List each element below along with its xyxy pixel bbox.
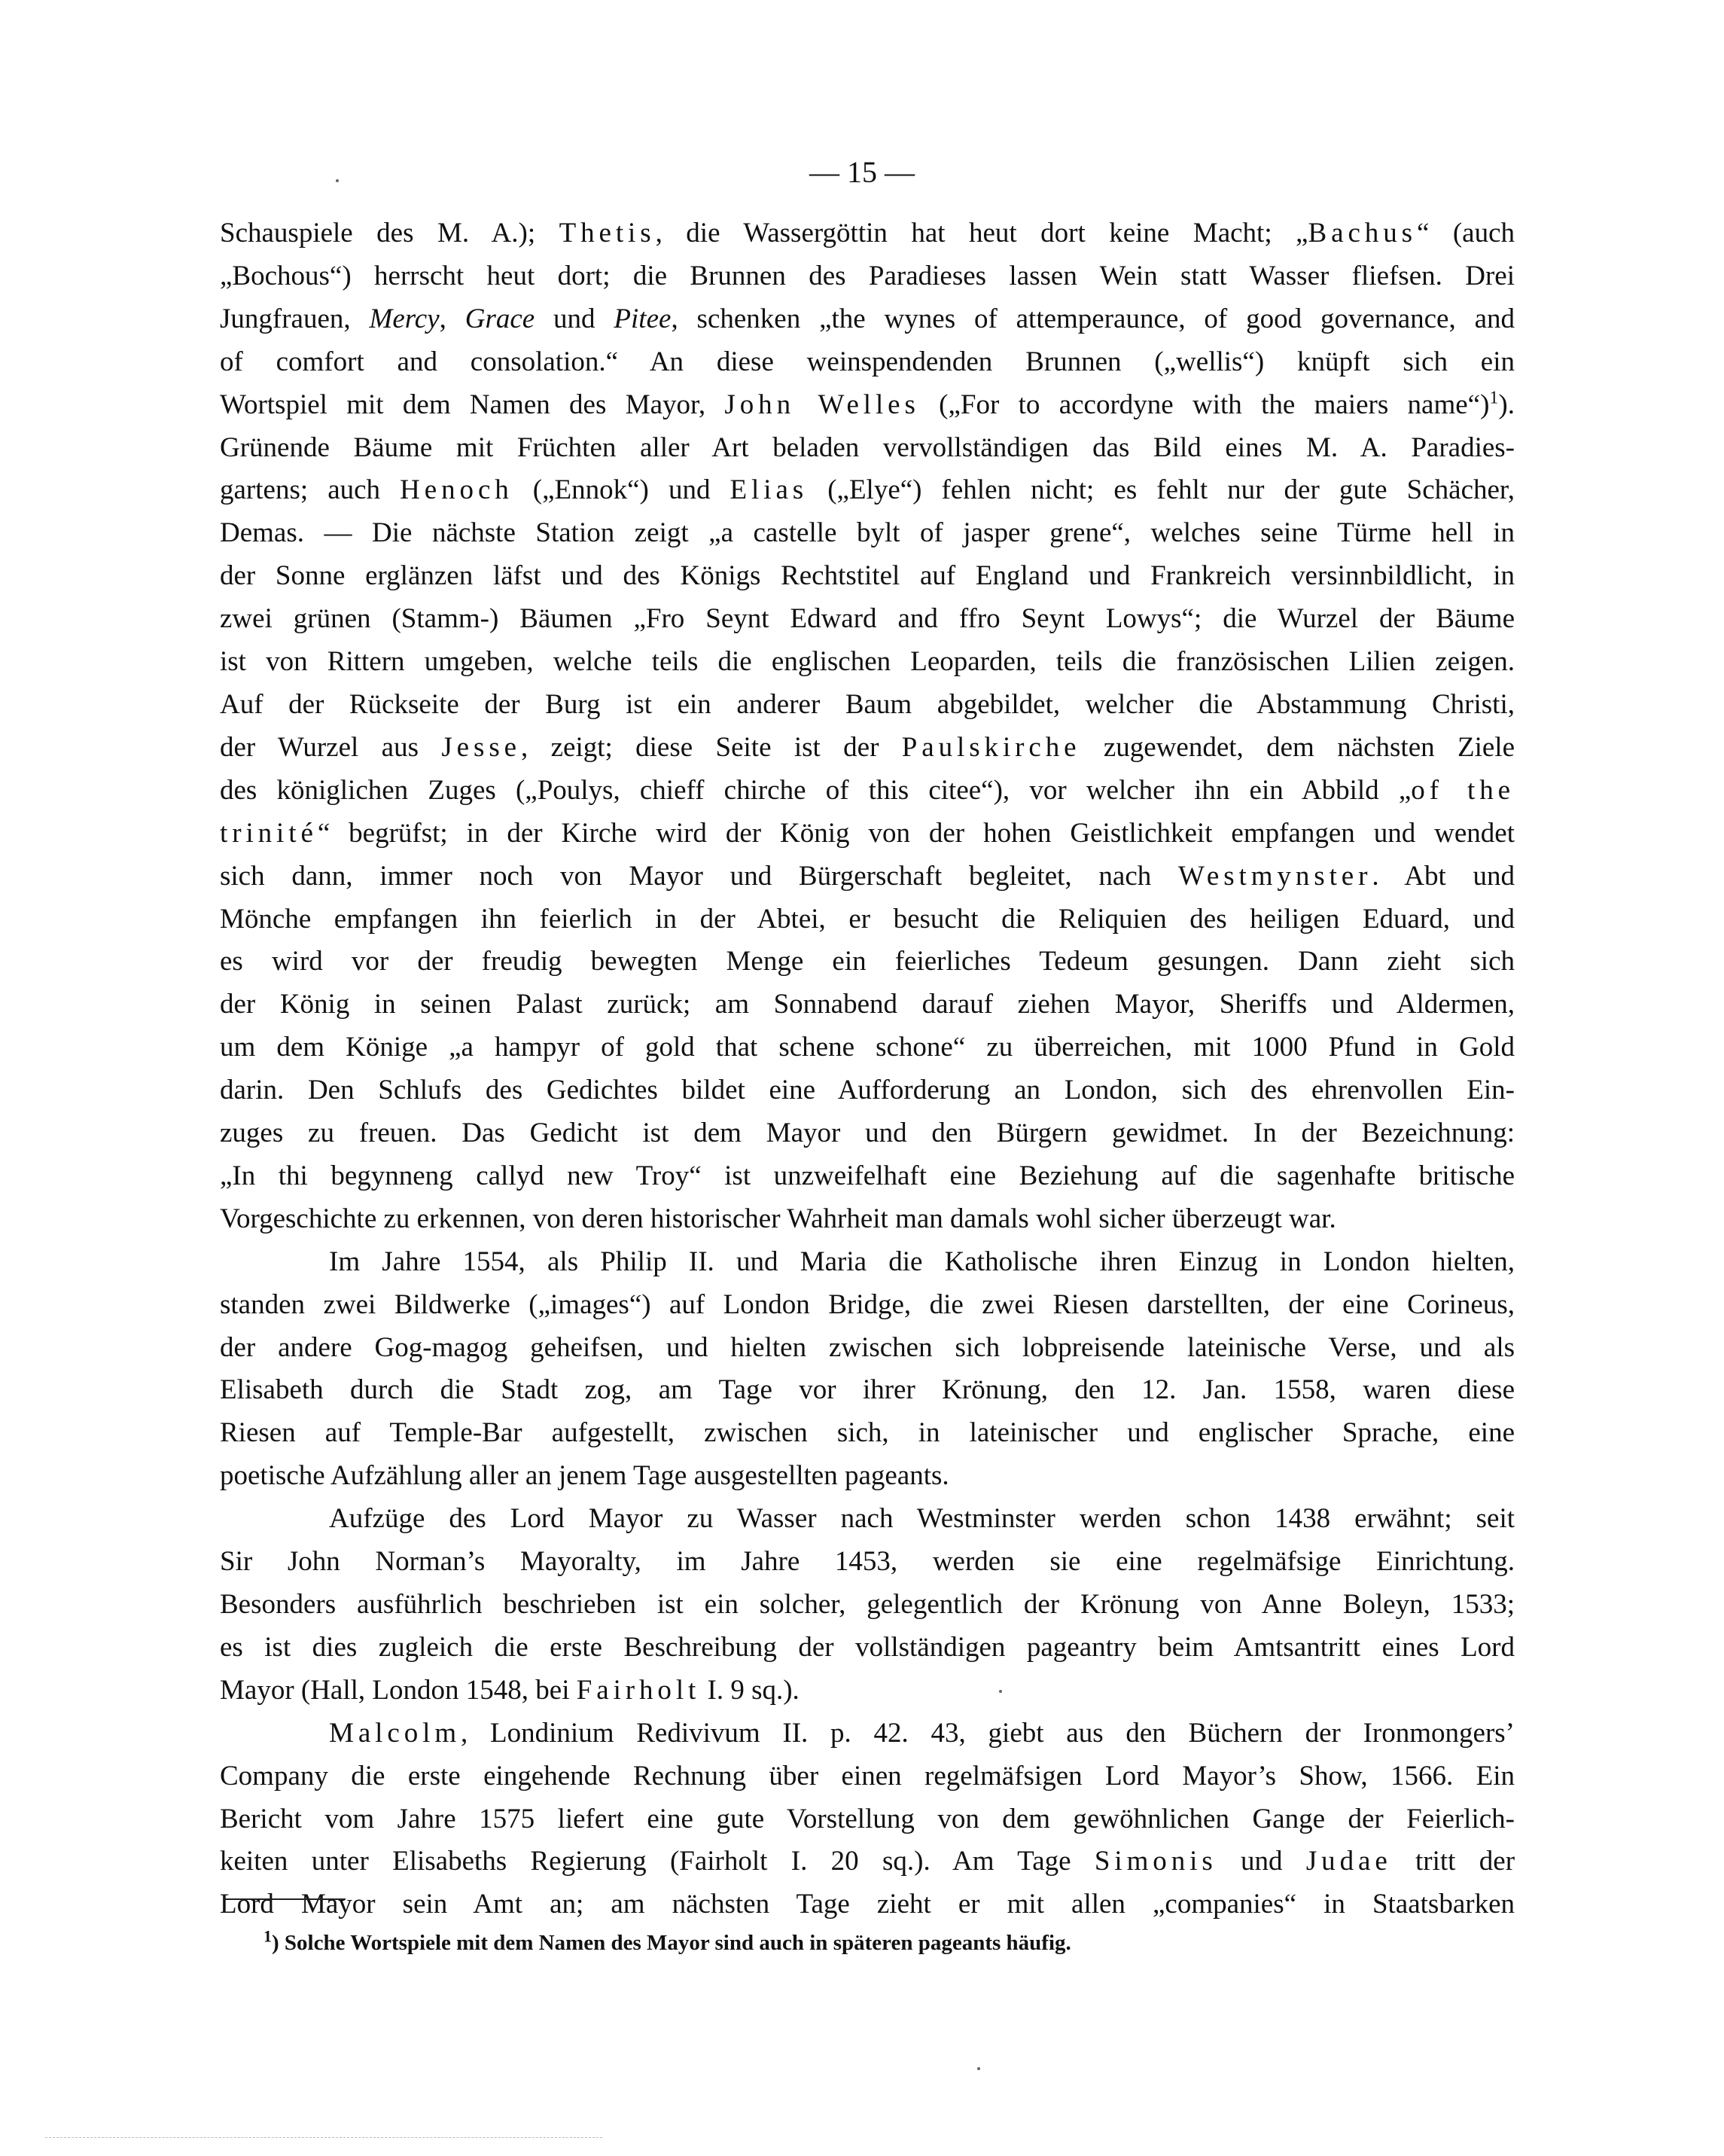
text-run: tritt der (1391, 1846, 1515, 1877)
text-run: und (535, 303, 614, 334)
text-run: Mönche empfangen ihn feierlich in der Abtei, er besucht die Reliquien des heiligen Eduard, und (220, 903, 1515, 935)
text-line (220, 1198, 1515, 1241)
text-run: Vorgeschichte zu erkennen, von deren historischer Wahrheit man damals wohl sicher überzeugt war. (220, 1203, 1336, 1234)
spaced-name: trinité (220, 817, 318, 849)
text-run: der Sonne erglänzen läfst und des Königs Rechtstitel auf England und Frankreich versinnbildlicht, in (220, 560, 1515, 592)
text-line (220, 1712, 1515, 1755)
text-line (220, 1883, 1515, 1926)
text-line (220, 813, 1515, 855)
text-line (220, 770, 1515, 813)
text-run: „Bochous“) herrscht heut dort; die Brunnen des Paradieses lassen Wein statt Wasser fliefsen. Drei (220, 260, 1515, 291)
text-run: “ begrüfst; in der Kirche wird der König von der hohen Geistlichkeit empfangen und wendet (317, 817, 1515, 849)
body-text (220, 212, 1515, 1926)
text-line (220, 1155, 1515, 1198)
text-run: , die Wassergöttin hat heut dort keine Macht; „ (655, 218, 1308, 249)
text-run: Mercy (369, 303, 440, 334)
text-line (220, 1798, 1515, 1841)
text-run: Lord Mayor sein Amt an; am nächsten Tage zieht er mit allen „companies“ in Staatsbarken (220, 1889, 1515, 1920)
text-run: Auf der Rückseite der Burg ist ein anderer Baum abgebildet, welcher die Abstammung Christi, (220, 688, 1515, 720)
text-line (220, 1369, 1515, 1412)
text-line (220, 1412, 1515, 1455)
text-run: , (439, 303, 465, 334)
spaced-name: Thetis (559, 218, 656, 249)
text-line (220, 1627, 1515, 1670)
text-run: , zeigt; diese Seite ist der (521, 731, 902, 763)
text-run: es ist dies zugleich die erste Beschreibung der vollständigen pageantry beim Amtsantritt eines Lord (220, 1631, 1515, 1663)
spaced-name: Judae (1305, 1846, 1392, 1877)
text-run: Wortspiel mit dem Namen des Mayor, (220, 389, 725, 420)
scan-speck (977, 2067, 980, 2070)
footnote-text: ) Solche Wortspiele mit dem Namen des Mayor sind auch in späteren pageants häufig. (272, 1931, 1071, 1955)
text-line (220, 1455, 1515, 1498)
text-run: ist von Rittern umgeben, welche teils die englischen Leoparden, teils die französischen Lilien zeigen. (220, 646, 1515, 678)
text-line (220, 1241, 1515, 1284)
text-line (220, 1284, 1515, 1327)
text-run: zwei grünen (Stamm-) Bäumen „Fro Seynt Edward and ffro Seynt Lowys“; die Wurzel der Bäume (220, 603, 1515, 635)
spaced-name: of the (1411, 774, 1515, 806)
text-run: Grace (465, 303, 535, 334)
text-line (220, 384, 1515, 427)
text-run: Mayor (Hall, London 1548, bei (220, 1674, 577, 1706)
footnote-reference: 1 (1489, 388, 1499, 408)
text-run: Im Jahre 1554, als Philip II. und Maria die Katholische ihren Einzug in London hielten, (329, 1246, 1515, 1277)
text-run: Bericht vom Jahre 1575 liefert eine gute Vorstellung von dem gewöhnlichen Gange der Feierlich- (220, 1803, 1515, 1834)
text-run: zugewendet, dem nächsten Ziele (1080, 731, 1515, 763)
text-run: der Wurzel aus (220, 731, 442, 763)
text-run: Grünende Bäume mit Früchten aller Art beladen vervollständigen das Bild eines M. A. Paradies- (220, 432, 1515, 463)
spaced-name: Bachus (1308, 218, 1417, 249)
spaced-name: Henoch (400, 474, 513, 506)
text-line (220, 555, 1515, 598)
text-line (220, 941, 1515, 983)
page-number: — 15 — (809, 155, 915, 189)
text-line (220, 1541, 1515, 1584)
text-run: („Ennok“) und (513, 474, 730, 506)
text-run: Besonders ausführlich beschrieben ist ein solcher, gelegentlich der Krönung von Anne Boleyn, 1533; (220, 1589, 1515, 1620)
text-line (220, 1069, 1515, 1112)
text-run: und (1217, 1846, 1306, 1877)
text-run: darin. Den Schlufs des Gedichtes bildet eine Aufforderung an London, sich des ehrenvollen Ein- (220, 1075, 1515, 1106)
text-line (220, 512, 1515, 555)
text-run: of comfort and consolation.“ An diese weinspendenden Brunnen („wellis“) knüpft sich ein (220, 346, 1515, 377)
text-line (220, 469, 1515, 512)
text-line (220, 641, 1515, 684)
text-run: um dem Könige „a hampyr of gold that schene schone“ zu überreichen, mit 1000 Pfund in Gold (220, 1032, 1515, 1063)
footnote (263, 1928, 1543, 1958)
text-line (220, 341, 1515, 384)
spaced-name: Westmynster (1177, 860, 1372, 892)
spaced-name: John Welles (724, 389, 920, 420)
text-run: sich dann, immer noch von Mayor und Bürgerschaft begleitet, nach (220, 860, 1178, 892)
text-line (220, 1670, 1515, 1712)
text-run: Sir John Norman’s Mayoralty, im Jahre 1453, werden sie eine regelmäfsige Einrichtung. (220, 1546, 1515, 1578)
text-line (220, 727, 1515, 770)
text-line (220, 855, 1515, 898)
text-line (220, 1755, 1515, 1798)
text-line (220, 427, 1515, 470)
text-line (220, 1498, 1515, 1541)
spaced-name: Jesse (441, 731, 521, 763)
text-line (220, 255, 1515, 298)
spaced-name: Elias (730, 474, 809, 506)
footnote-rule (224, 1898, 346, 1900)
spaced-name: Simonis (1094, 1846, 1217, 1877)
text-run: zuges zu freuen. Das Gedicht ist dem Mayor und den Bürgern gewidmet. In der Bezeichnung: (220, 1118, 1515, 1149)
text-run: Riesen auf Temple-Bar aufgestellt, zwischen sich, in lateinischer und englischer Sprache, eine (220, 1417, 1515, 1449)
text-run: Elisabeth durch die Stadt zog, am Tage vor ihrer Krönung, den 12. Jan. 1558, waren diese (220, 1374, 1515, 1406)
text-line (220, 1840, 1515, 1883)
text-run: Aufzüge des Lord Mayor zu Wasser nach Westminster werden schon 1438 erwähnt; seit (329, 1503, 1515, 1535)
text-line (220, 983, 1515, 1026)
text-run: des königlichen Zuges („Poulys, chieff chirche of this citee“), vor welcher ihn ein Abbild „ (220, 774, 1412, 806)
scan-edge-noise (45, 2137, 602, 2138)
text-run: Schauspiele des M. A.); (220, 218, 559, 249)
text-run: standen zwei Bildwerke („images“) auf London Bridge, die zwei Riesen darstellten, der eine Corineus, (220, 1288, 1515, 1320)
text-line (220, 1327, 1515, 1370)
text-run: („For to accordyne with the maiers name“) (919, 389, 1490, 420)
scan-speck (999, 1690, 1002, 1693)
text-run: der andere Gog-magog geheifsen, und hielten zwischen sich lobpreisende lateinische Verse, und als (220, 1331, 1515, 1363)
spaced-name: Malcolm (329, 1717, 461, 1749)
text-run: Jungfrauen, (220, 303, 370, 334)
text-run: der König in seinen Palast zurück; am Sonnabend darauf ziehen Mayor, Sheriffs und Aldermen, (220, 989, 1515, 1020)
text-run: „In thi begynneng callyd new Troy“ ist unzweifelhaft eine Beziehung auf die sagenhafte britische (220, 1160, 1515, 1191)
spaced-name: Fairholt (576, 1674, 701, 1706)
text-line (220, 212, 1515, 255)
text-run: ). (1498, 389, 1515, 420)
scan-speck (336, 179, 339, 182)
text-run: („Elye“) fehlen nicht; es fehlt nur der gute Schächer, (808, 474, 1515, 506)
text-run: Demas. — Die nächste Station zeigt „a castelle bylt of jasper grene“, welches seine Türme hell in (220, 517, 1515, 549)
text-run: keiten unter Elisabeths Regierung (Fairholt I. 20 sq.). Am Tage (220, 1846, 1095, 1877)
text-run: gartens; auch (220, 474, 401, 506)
text-run: I. 9 sq.). (700, 1674, 800, 1706)
text-line (220, 598, 1515, 641)
text-line (220, 1584, 1515, 1627)
text-line (220, 1112, 1515, 1155)
footnote-marker: 1 (263, 1926, 272, 1946)
text-line (220, 1026, 1515, 1069)
text-run: Company die erste eingehende Rechnung über einen regelmäfsigen Lord Mayor’s Show, 1566. Ein (220, 1760, 1515, 1792)
text-run: , schenken „the wynes of attemperaunce, of good governance, and (671, 303, 1515, 334)
text-run: . Abt und (1372, 860, 1515, 892)
text-line (220, 298, 1515, 341)
text-run: es wird vor der freudig bewegten Menge ein feierliches Tedeum gesungen. Dann zieht sich (220, 946, 1515, 977)
text-run: Pitee (614, 303, 672, 334)
spaced-name: Paulskirche (901, 731, 1081, 763)
text-line (220, 684, 1515, 727)
text-line (220, 898, 1515, 941)
text-run: “ (auch (1416, 218, 1515, 249)
text-run: poetische Aufzählung aller an jenem Tage ausgestellten pageants. (220, 1460, 949, 1492)
text-run: , Londinium Redivivum II. p. 42. 43, giebt aus den Büchern der Ironmongers’ (461, 1717, 1515, 1749)
